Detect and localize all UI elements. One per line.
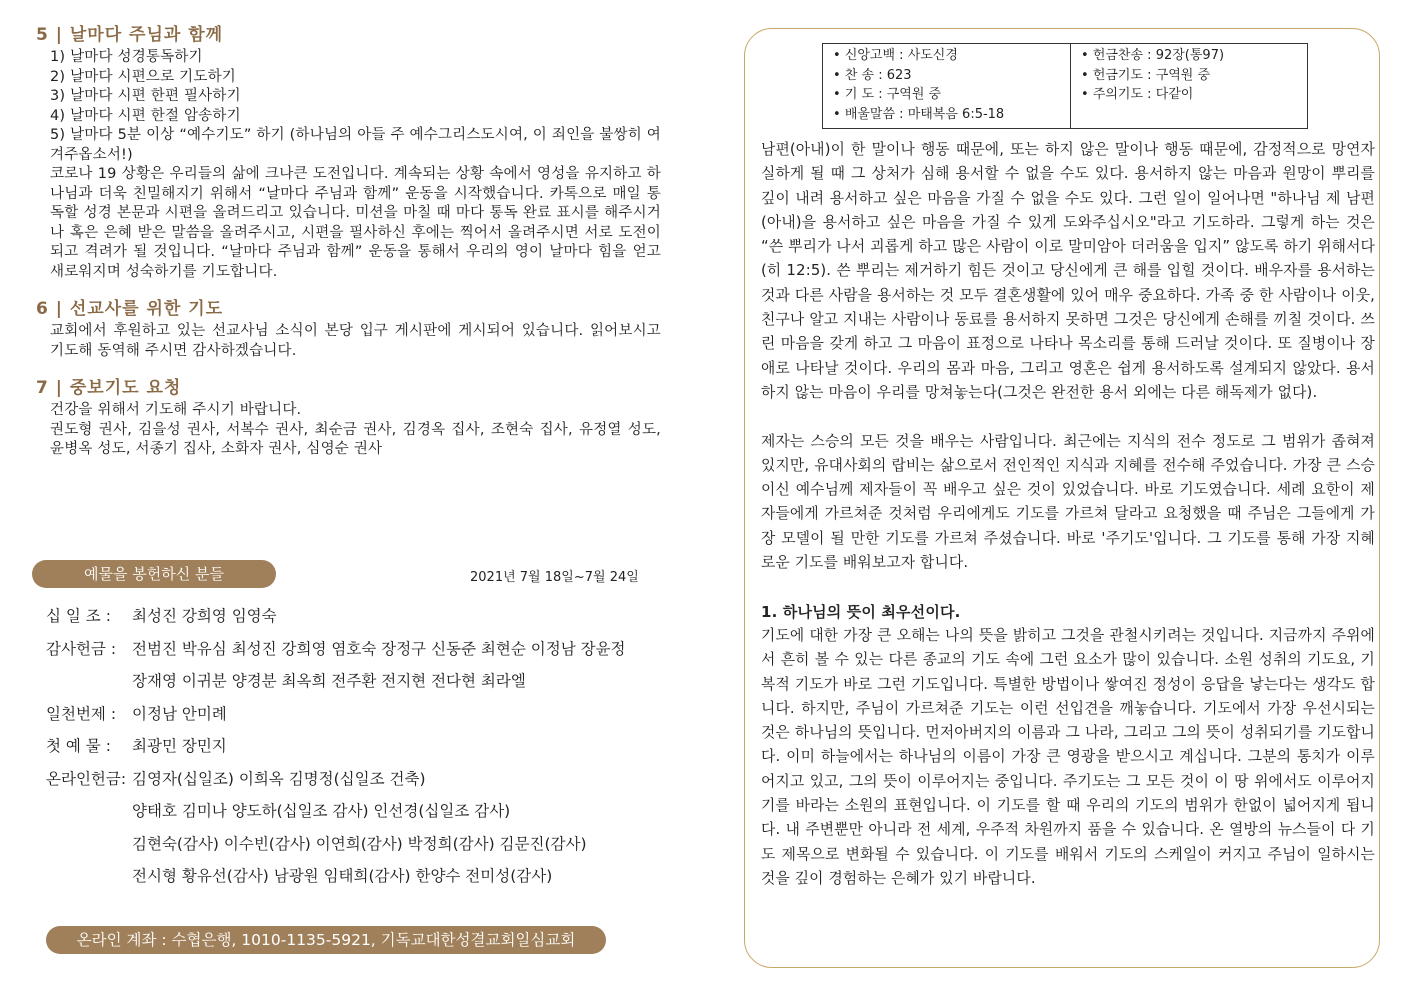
- offering-title-banner: 예물을 봉헌하신 분들: [32, 560, 276, 588]
- section-5-body: [50, 48, 661, 282]
- offering-label: 십 일 조 :: [46, 607, 111, 625]
- section-5-paragraph: 코로나 19 상황은 우리들의 삶에 크나큰 도전입니다. 계속되는 상황 속에서 영성을 유지하고 하나님과 더욱 친밀해지기 위해서 “날마다 주님과 함께” 운동을 시작했습니다. 카톡으로 매일 통독할 성경 본문과 시편을 올려드리고 있습니다. 미션을 마칠 때 마다 통독 완료 표시를 해주시거나 혹은 은혜 받은 말씀을 올려주시고, 시편을 필사하신 후에는 찍어서 올려주시면 서로 도전이 되고 격려가 될 것입니다. “날마다 주님과 함께” 운동을 통해서 우리의 영이 날마다 힘을 얻고 새로워지며 성숙하기를 기도합니다.: [50, 166, 661, 280]
- offering-names: 장재영 이귀분 양경분 최옥희 전주환 전지현 전다현 최라엘: [132, 672, 526, 690]
- online-account-banner: 온라인 계좌 : 수협은행, 1010-1135-5921, 기독교대한성결교회일심교회: [46, 926, 606, 954]
- section-7-line: 건강을 위해서 기도해 주시기 바랍니다.: [50, 402, 302, 418]
- offering-date: 2021년 7월 18일~7월 24일: [470, 570, 639, 585]
- order-item: • 헌금기도 : 구역원 중: [1081, 66, 1224, 86]
- list-item: 3) 날마다 시편 한편 필사하기: [50, 88, 241, 104]
- order-item: • 주의기도 : 다같이: [1081, 85, 1224, 105]
- offering-names: 최광민 장민지: [132, 737, 227, 755]
- order-item: • 배울말씀 : 마태복음 6:5-18: [833, 105, 1060, 125]
- offering-row: [46, 633, 666, 666]
- offering-list: [46, 600, 666, 893]
- sermon-subheading: 1. 하나님의 뜻이 최우선이다.: [761, 602, 961, 621]
- list-item: 2) 날마다 시편으로 기도하기: [50, 68, 236, 85]
- offering-label: [46, 665, 132, 698]
- offering-row: [46, 600, 666, 633]
- offering-label: 감사헌금 :: [46, 639, 117, 658]
- sermon-paragraph: 남편(아내)이 한 말이나 행동 때문에, 또는 하지 않은 말이나 행동 때문에, 감정적으로 망연자실하게 될 때 그 상처가 심해 용서할 수 없을 수도 있다. 용서하지 않는 마음과 원망이 뿌리를 깊이 내려 용서하고 싶은 마음을 가질 수 없을 수도 있다. 그런 일이 일어나면 "하나님 제 남편(아내)을 용서하고 싶은 마음을 가질 수 있게 도와주십시오"라고 기도하라. 그렇게 하는 것은 “쓴 뿌리가 나서 괴롭게 하고 많은 사람이 이로 말미암아 더러움을 입지” 않도록 하기 위해서다(히 12:5). 쓴 뿌리는 제거하기 힘든 것이고 당신에게 큰 해를 입힐 것이다. 배우자를 용서하는 것과 다른 사람을 용서하는 것 모두 결혼생활에 있어 매우 중요하다. 가족 중 한 사람이나 이웃, 친구나 알고 지내는 사람이나 동료를 용서하지 못하면 그것은 당신에게 손해를 끼칠 것이다. 쓰린 마음을 갖게 하고 그 마음이 표정으로 나타나 목소리를 통해 드러날 것이다. 또 질병이나 장애로 나타날 것이다. 우리의 몸과 마음, 그리고 영혼은 쉽게 용서하도록 설계되지 않았다. 용서하지 않는 마음이 우리를 망쳐놓는다(그것은 완전한 용서 외에는 다른 해독제가 없다).: [761, 141, 1375, 401]
- section-6-paragraph: 교회에서 후원하고 있는 선교사님 소식이 본당 입구 게시판에 게시되어 있습니다. 읽어보시고 기도해 동역해 주시면 감사하겠습니다.: [50, 323, 661, 359]
- offering-label: 온라인헌금:: [46, 769, 127, 788]
- order-item: • 기 도 : 구역원 중: [833, 85, 1060, 105]
- offering-names: 양태호 김미나 양도하(십일조 감사) 인선경(십일조 감사): [132, 802, 511, 820]
- section-6-body: [50, 322, 661, 361]
- offering-row: [46, 860, 666, 893]
- offering-names: 최성진 강희영 임영숙: [132, 607, 277, 625]
- left-column: [36, 22, 661, 460]
- offering-names: 이정남 안미례: [132, 704, 227, 723]
- offering-row: [46, 665, 666, 698]
- sermon-paragraph: 제자는 스승의 모든 것을 배우는 사람입니다. 최근에는 지식의 전수 정도로 그 범위가 좁혀져 있지만, 유대사회의 랍비는 삶으로서 전인적인 지식과 지혜를 전수해 주었습니다. 가장 큰 스승이신 예수님께 제자들이 꼭 배우고 싶은 것이 있었습니다. 바로 기도였습니다. 세례 요한이 제자들에게 가르쳐준 것처럼 우리에게도 기도를 가르쳐 달라고 요청했을 때 주님은 그들에게 가장 모델이 될 만한 기도를 가르쳐 주셨습니다. 바로 '주기도'입니다. 그 기도를 통해 가장 지혜로운 기도를 배워보고자 합니다.: [761, 432, 1375, 572]
- section-7-title: 7 | 중보기도 요청: [36, 378, 182, 398]
- order-item: • 찬 송 : 623: [833, 66, 1060, 86]
- list-item: 5) 날마다 5분 이상 “예수기도” 하기 (하나님의 아들 주 예수그리스도시여, 이 죄인을 불쌍히 여겨주옵소서!): [50, 127, 661, 163]
- section-5-title: 5 | 날마다 주님과 함께: [36, 25, 224, 45]
- offering-row: [46, 730, 666, 763]
- offering-row: [46, 698, 666, 731]
- offering-row: [46, 795, 666, 828]
- offering-names: 김현숙(감사) 이수빈(감사) 이연희(감사) 박정희(감사) 김문진(감사): [132, 834, 587, 853]
- worship-order-table: [822, 43, 1308, 129]
- offering-row: [46, 828, 666, 861]
- worship-order-left: [823, 44, 1071, 128]
- offering-label: 첫 예 물 :: [46, 737, 111, 755]
- section-6-title: 6 | 선교사를 위한 기도: [36, 299, 224, 319]
- offering-row: [46, 763, 666, 796]
- offering-names: 전시형 황유선(감사) 남광원 임태희(감사) 한양수 전미성(감사): [132, 867, 553, 885]
- offering-label: [46, 828, 132, 861]
- offering-names: 전범진 박유심 최성진 강희영 염호숙 장정구 신동준 최현순 이정남 장윤정: [132, 639, 626, 658]
- offering-label: [46, 795, 132, 828]
- list-item: 1) 날마다 성경통독하기: [50, 49, 203, 65]
- offering-label: 일천번제 :: [46, 704, 117, 723]
- sermon-paragraph: 기도에 대한 가장 큰 오해는 나의 뜻을 밝히고 그것을 관철시키려는 것입니다. 지금까지 주위에서 흔히 볼 수 있는 다른 종교의 기도 속에 그런 요소가 많이 있습니다. 소원 성취의 기도요, 기복적 기도가 바로 그런 기도입니다. 특별한 방법이나 쌓여진 정성이 응답을 낳는다는 생각도 합니다. 하지만, 주님이 가르쳐준 기도는 이런 선입견을 깨놓습니다. 기도에서 가장 우선시되는 것은 하나님의 뜻입니다. 먼저아버지의 이름과 그 나라, 그리고 그의 뜻이 성취되기를 기도합니다. 이미 하늘에서는 하나님의 이름이 가장 큰 영광을 받으시고 계십니다. 그분의 통치가 이루어지고 있고, 그의 뜻이 이루어지는 중입니다. 주기도는 그 모든 것이 이 땅 위에서도 이루어지기를 바라는 소원의 표현입니다. 이 기도를 할 때 우리의 기도의 범위가 한없이 넓어지게 됩니다. 내 주변뿐만 아니라 전 세계, 우주적 차원까지 품을 수 있습니다. 온 열방의 뉴스들이 다 기도 제목으로 변화될 수 있습니다. 이 기도를 배워서 기도의 스케일이 커지고 주님이 일하시는 것을 깊이 경험하는 은혜가 있기 바랍니다.: [761, 626, 1375, 887]
- offering-names: 김영자(십일조) 이희옥 김명정(십일조 건축): [132, 769, 426, 788]
- section-7-body: [50, 401, 661, 460]
- prayer-names: 권도형 권사, 김을성 권사, 서복수 권사, 최순금 권사, 김경옥 집사, 조현숙 집사, 유정열 성도, 윤병옥 성도, 서종기 집사, 소화자 권사, 심영순 권사: [50, 421, 661, 457]
- worship-order-right: [1071, 44, 1234, 128]
- order-item: • 신앙고백 : 사도신경: [833, 46, 1060, 66]
- order-item: • 헌금찬송 : 92장(통97): [1081, 46, 1224, 66]
- sermon-text: [761, 138, 1375, 891]
- list-item: 4) 날마다 시편 한절 암송하기: [50, 107, 241, 124]
- offering-label: [46, 860, 132, 893]
